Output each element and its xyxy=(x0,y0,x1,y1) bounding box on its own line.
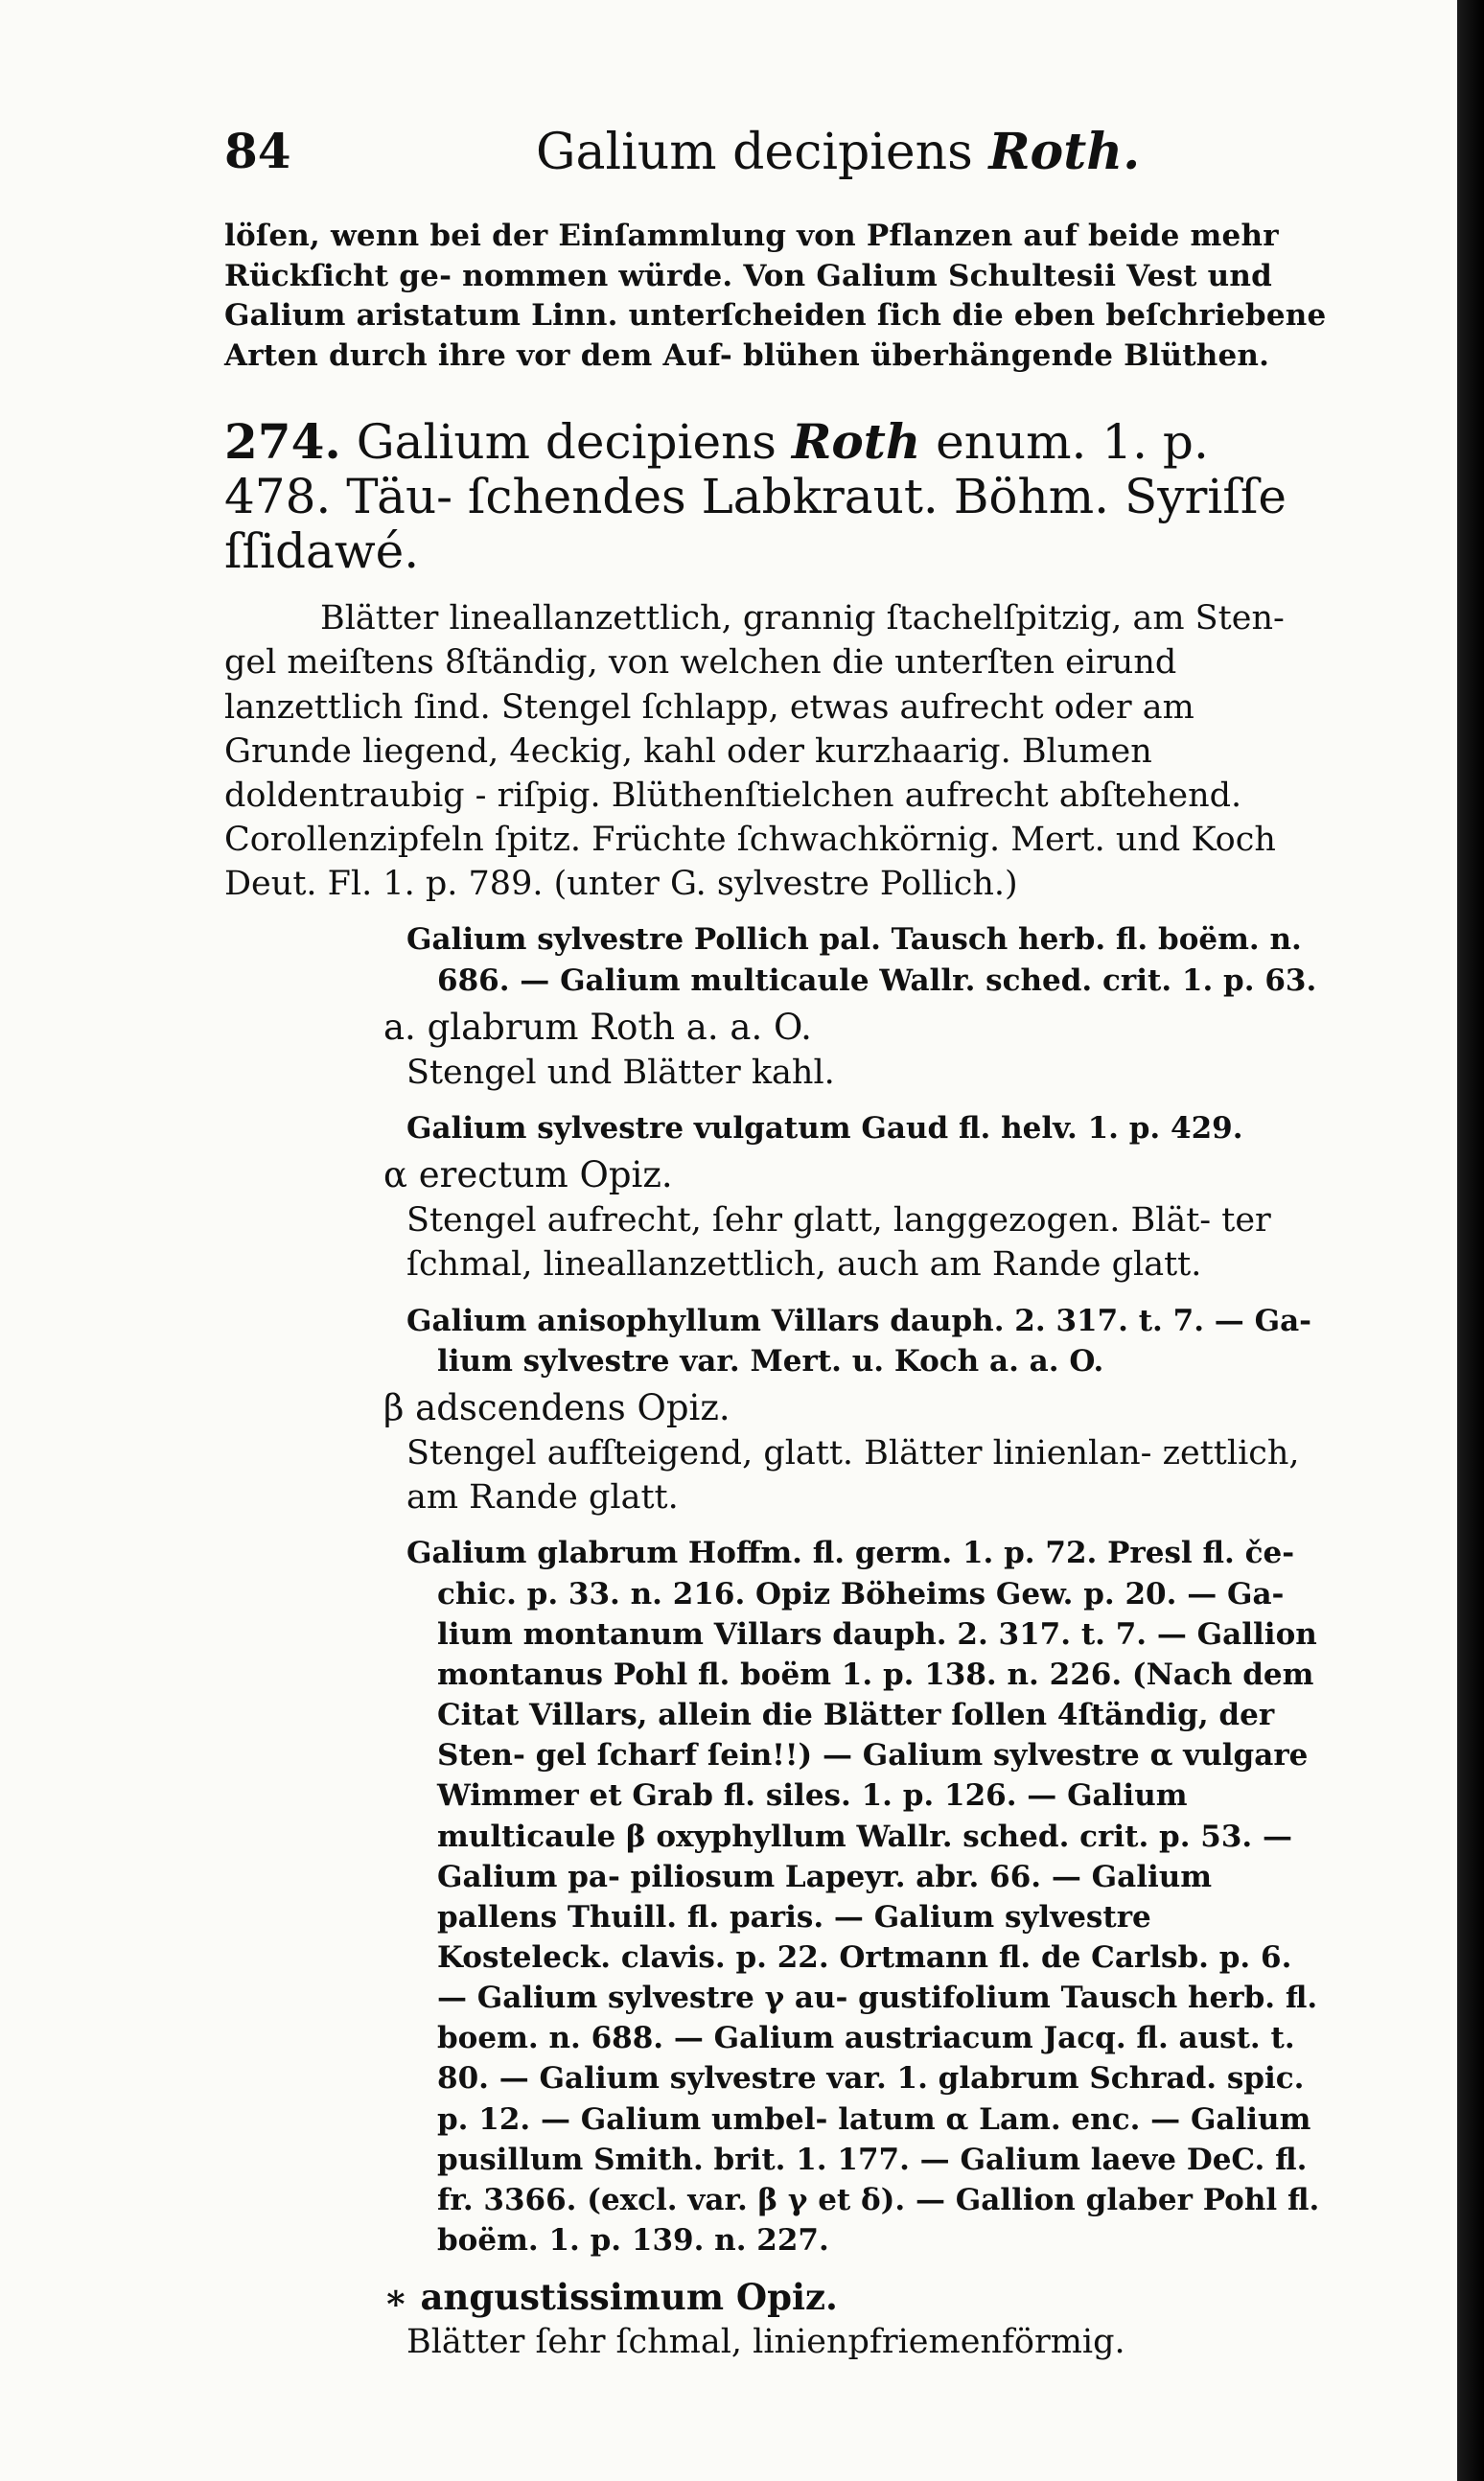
running-title: Galium decipiens Roth. xyxy=(536,123,1141,181)
form-star-note: Blätter ſehr ſchmal, linienpfriemenförmig. xyxy=(406,2323,1125,2362)
species-description: Blätter lineallanzettlich, grannig ſtachelſpitzig, am Sten- gel meiſtens 8ſtändig, von welchen die unterſten eirund lanzettlich ſind. Stengel ſchlapp, etwas aufrecht oder am Grunde liegend, 4eckig, kahl oder kurzhaarig. Blumen doldentraubig - riſpig. Blüthenſtielchen aufrecht abſtehend. Corollenzipfeln ſpitz. Früchte ſchwachkörnig. Mert. und Koch Deut. Fl. 1. p. 789. (unter G. sylvestre Pollich.) xyxy=(224,599,1285,904)
form-alpha-note: Stengel aufrecht, ſehr glatt, langgezogen. Blät- ter ſchmal, lineallanzettlich, auch am Rande glatt. xyxy=(406,1201,1271,1285)
species-number: 274. xyxy=(224,413,341,471)
synonym-block: Galium sylvestre Pollich pal. Tausch herb. fl. boëm. n. 686. — Galium multicaule Wallr. sched. crit. 1. p. 63. xyxy=(406,922,1317,998)
page-number: 84 xyxy=(224,123,291,179)
page-header xyxy=(224,123,1327,190)
form-star-label: ∗ angustissimum Opiz. xyxy=(383,2276,838,2319)
species-reference: enum. 1. p. 478. Täu- ſchendes Labkraut. Böhm. Syriſſe ſſidawé. xyxy=(224,414,1287,580)
species-name: Galium decipiens xyxy=(356,414,777,471)
variety-synonym: Galium sylvestre vulgatum Gaud fl. helv. 1. p. 429. xyxy=(406,1111,1243,1147)
scan-edge xyxy=(1457,0,1484,2481)
intro-paragraph: löſen, wenn bei der Einſammlung von Pflanzen auf beide mehr Rückſicht ge- nommen würde. Von Galium Schultesii Vest und Galium aristatum Linn. unterſcheiden ſich die eben beſchriebene Arten durch ihre vor dem Auf- blühen überhängende Blüthen. xyxy=(224,219,1327,373)
page-body xyxy=(224,217,1327,2365)
form-beta-synonyms: Galium glabrum Hoffm. fl. germ. 1. p. 72. Presl fl. če- chic. p. 33. n. 216. Opiz Böheims Gew. p. 20. — Ga- lium montanum Villars dauph. 2. 317. t. 7. — Gallion montanus Pohl fl. boëm 1. p. 138. n. 226. (Nach dem Citat Villars, allein die Blätter ſollen 4ſtändig, der Sten- gel ſcharf ſein!!) — Galium sylvestre α vulgare Wimmer et Grab fl. siles. 1. p. 126. — Galium multicaule β oxyphyllum Wallr. sched. crit. p. 53. — Galium pa- piliosum Lapeyr. abr. 66. — Galium pallens Thuill. fl. paris. — Galium sylvestre Kosteleck. clavis. p. 22. Ortmann fl. de Carlsb. p. 6. — Galium sylvestre γ au- gustifolium Tausch herb. fl. boem. n. 688. — Galium austriacum Jacq. fl. aust. t. 80. — Galium sylvestre var. 1. glabrum Schrad. spic. p. 12. — Galium umbel- latum α Lam. enc. — Galium pusillum Smith. brit. 1. 177. — Galium laeve DeC. fl. fr. 3366. (excl. var. β γ et δ). — Gallion glaber Pohl fl. boëm. 1. p. 139. n. 227. xyxy=(406,1536,1320,2259)
variety-label: a. glabrum Roth a. a. O. xyxy=(383,1006,812,1048)
form-alpha-synonym: Galium anisophyllum Villars dauph. 2. 317. t. 7. — Ga- lium sylvestre var. Mert. u. Koch a. a. O. xyxy=(406,1303,1312,1379)
species-heading xyxy=(224,414,1327,579)
form-beta-label: β adscendens Opiz. xyxy=(383,1386,730,1428)
form-beta-note: Stengel aufſteigend, glatt. Blätter linienlan- zettlich, am Rande glatt. xyxy=(406,1434,1300,1518)
running-author: Roth. xyxy=(988,123,1141,181)
form-alpha-label: α erectum Opiz. xyxy=(383,1154,673,1196)
variety-note: Stengel und Blätter kahl. xyxy=(406,1053,835,1092)
species-author: Roth xyxy=(791,413,921,471)
